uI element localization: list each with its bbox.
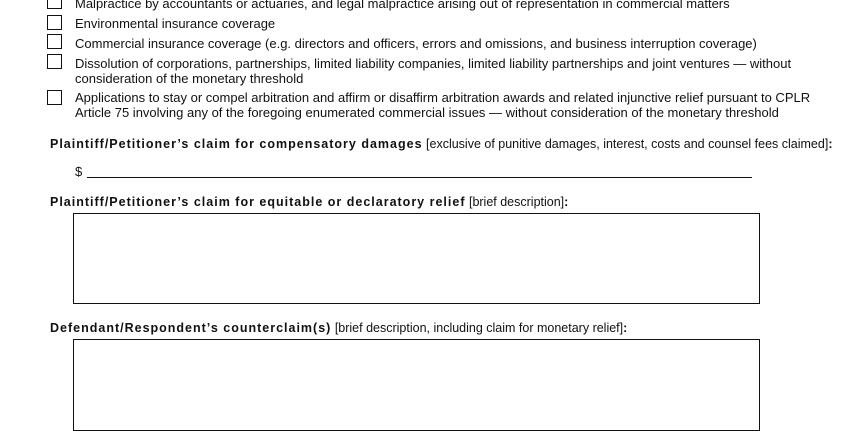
compensatory-damages-note: [exclusive of punitive damages, interest, costs and counsel fees claimed] bbox=[426, 137, 829, 151]
equitable-relief-note: [brief description] bbox=[468, 195, 565, 209]
equitable-relief-label: Plaintiff/Petitioner’s claim for equitable or declaratory relief bbox=[50, 195, 466, 209]
checkbox-dissolution[interactable] bbox=[47, 54, 62, 69]
compensatory-damages-amount-field[interactable] bbox=[87, 177, 752, 178]
checkbox-malpractice[interactable] bbox=[47, 0, 62, 9]
counterclaim-heading bbox=[50, 321, 628, 335]
item-dissolution-label-line1: Dissolution of corporations, partnerships, limited liability companies, limited liability partnerships and joint ventures — without bbox=[75, 56, 792, 71]
checkbox-arbitration[interactable] bbox=[47, 90, 62, 105]
item-environmental-insurance-label: Environmental insurance coverage bbox=[75, 16, 276, 31]
counterclaim-note: [brief description, including claim for monetary relief] bbox=[334, 321, 624, 335]
equitable-relief-textbox[interactable] bbox=[73, 213, 760, 304]
compensatory-damages-label: Plaintiff/Petitioner’s claim for compensatory damages bbox=[50, 137, 423, 151]
item-dissolution-label-line2: consideration of the monetary threshold bbox=[75, 71, 304, 86]
compensatory-damages-colon: : bbox=[828, 137, 834, 151]
counterclaim-label: Defendant/Respondent’s counterclaim(s) bbox=[50, 321, 332, 335]
counterclaim-textbox[interactable] bbox=[73, 339, 760, 431]
item-arbitration-label-line1: Applications to stay or compel arbitration and affirm or disaffirm arbitration awards and related injunctive relief pursuant to CPLR bbox=[75, 90, 811, 105]
item-arbitration-label-line2: Article 75 involving any of the foregoing enumerated commercial issues — without consideration of the monetary threshold bbox=[75, 105, 779, 120]
counterclaim-colon: : bbox=[623, 321, 629, 335]
equitable-relief-colon: : bbox=[564, 195, 570, 209]
compensatory-damages-heading bbox=[50, 137, 833, 151]
currency-symbol: $ bbox=[75, 164, 83, 179]
checkbox-environmental-insurance[interactable] bbox=[47, 15, 62, 30]
checkbox-commercial-insurance[interactable] bbox=[47, 34, 62, 49]
item-malpractice-label: Malpractice by accountants or actuaries, and legal malpractice arising out of representation in commercial matters bbox=[75, 0, 730, 11]
equitable-relief-heading bbox=[50, 195, 569, 209]
item-commercial-insurance-label: Commercial insurance coverage (e.g. directors and officers, errors and omissions, and business interruption coverage) bbox=[75, 36, 757, 51]
